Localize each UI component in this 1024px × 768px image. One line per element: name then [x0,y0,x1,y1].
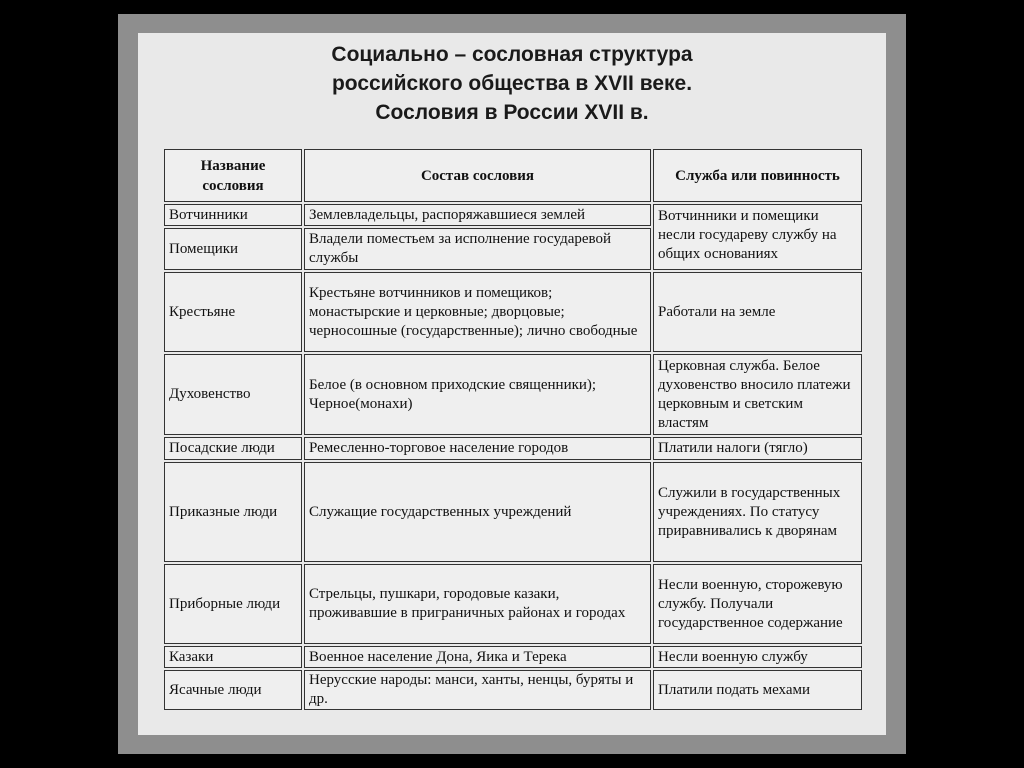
title-line-3: Сословия в России XVII в. [375,101,649,124]
row-composition: Ремесленно-торговое население городов [304,437,651,460]
header-name-line1: Название [200,157,266,174]
row-name: Вотчинники [164,204,302,226]
row-composition: Стрельцы, пушкари, городовые казаки, проживавшие в приграничных районах и городах [304,564,651,644]
row-service-merged: Вотчинники и помещики несли государеву службу на общих основаниях [653,204,862,270]
row-service: Церковная служба. Белое духовенство вносило платежи церковным и светским властям [653,354,862,435]
row-service: Платили подать мехами [653,670,862,710]
row-name: Помещики [164,228,302,270]
row-name: Приборные люди [164,564,302,644]
row-composition: Нерусские народы: манси, ханты, ненцы, буряты и др. [304,670,651,710]
row-composition: Владели поместьем за исполнение государевой службы [304,228,651,270]
row-service: Несли военную, сторожевую службу. Получали государственное содержание [653,564,862,644]
row-name: Приказные люди [164,462,302,562]
header-name [164,149,302,202]
title-line-2: российского общества в XVII веке. [331,72,693,95]
row-composition: Белое (в основном приходские священники); Черное(монахи) [304,354,651,435]
row-service: Работали на земле [653,272,862,352]
row-composition: Служащие государственных учреждений [304,462,651,562]
row-composition: Военное население Дона, Яика и Терека [304,646,651,668]
row-name: Казаки [164,646,302,668]
row-service: Несли военную службу [653,646,862,668]
header-composition: Состав сословия [304,149,651,202]
row-service: Служили в государственных учреждениях. По статусу приравнивались к дворянам [653,462,862,562]
row-composition: Землевладельцы, распоряжавшиеся землей [304,204,651,226]
row-composition: Крестьяне вотчинников и помещиков; монастырские и церковные; дворцовые; черносошные (государственные); лично свободные [304,272,651,352]
title-line-1: Социально – сословная структура [331,43,693,66]
page-title [138,40,886,127]
row-name: Крестьяне [164,272,302,352]
row-name: Ясачные люди [164,670,302,710]
row-name: Духовенство [164,354,302,435]
row-service: Платили налоги (тягло) [653,437,862,460]
row-name: Посадские люди [164,437,302,460]
header-name-line2: сословия [202,177,264,194]
header-service: Служба или повинность [653,149,862,202]
